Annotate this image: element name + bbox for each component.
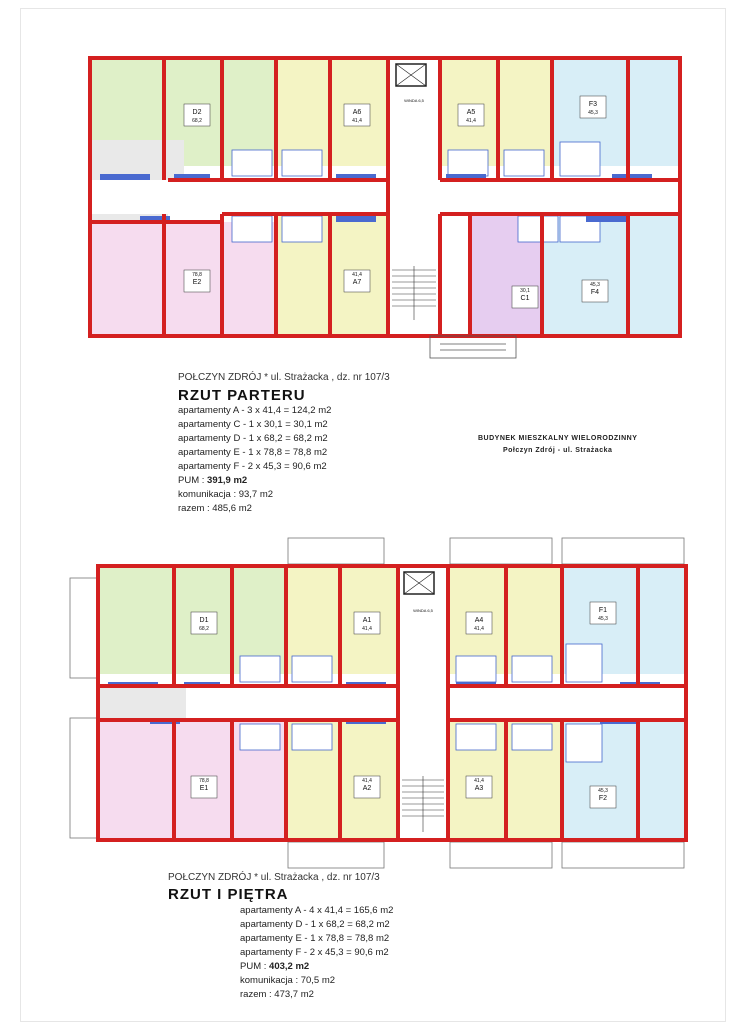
- summary-line: apartamenty C - 1 x 30,1 = 30,1 m2: [178, 419, 328, 430]
- area-A3: 41,4: [474, 778, 484, 784]
- first-floor-plan: [0, 536, 736, 876]
- label-A2: A2: [362, 785, 372, 792]
- komunikacja-line: komunikacja : 93,7 m2: [178, 489, 274, 500]
- label-A4: A4: [474, 617, 484, 624]
- building-description: [478, 433, 637, 457]
- pum-value: 391,9 m2: [207, 475, 248, 486]
- elevator-label: WINDA 6,5: [404, 98, 424, 103]
- area-E2: 78,8: [192, 272, 202, 278]
- razem-line: razem : 485,6 m2: [178, 503, 252, 514]
- pum-line: [178, 474, 331, 488]
- razem-line: razem : 473,7 m2: [240, 989, 314, 1000]
- summary-line: apartamenty A - 4 x 41,4 = 165,6 m2: [240, 905, 394, 916]
- komunikacja-line: komunikacja : 70,5 m2: [240, 975, 336, 986]
- label-A1: A1: [362, 617, 372, 624]
- label-A7: A7: [352, 279, 362, 286]
- label-A5: A5: [466, 109, 476, 116]
- summary-line: apartamenty A - 3 x 41,4 = 124,2 m2: [178, 405, 332, 416]
- building-type: BUDYNEK MIESZKALNY WIELORODZINNY: [478, 435, 638, 442]
- area-F3: 45,3: [588, 110, 598, 116]
- label-F3: F3: [588, 101, 598, 108]
- summary-line: apartamenty D - 1 x 68,2 = 68,2 m2: [240, 919, 390, 930]
- label-A6: A6: [352, 109, 362, 116]
- label-F1: F1: [598, 607, 608, 614]
- label-E2: E2: [192, 279, 202, 286]
- area-A1: 41,4: [362, 626, 372, 632]
- first-floor-title: RZUT I PIĘTRA: [168, 886, 289, 903]
- label-A3: A3: [474, 785, 484, 792]
- summary-line: apartamenty E - 1 x 78,8 = 78,8 m2: [240, 933, 390, 944]
- area-D2: 68,2: [192, 118, 202, 124]
- first-floor-summary: [240, 904, 393, 1002]
- elevator-label: WINDA 6,5: [413, 608, 433, 613]
- label-E1: E1: [199, 785, 209, 792]
- area-F2: 45,3: [598, 788, 608, 794]
- pum-line: [240, 960, 393, 974]
- area-A5: 41,4: [466, 118, 476, 124]
- pum-value: 403,2 m2: [269, 961, 310, 972]
- summary-line: apartamenty D - 1 x 68,2 = 68,2 m2: [178, 433, 328, 444]
- area-A4: 41,4: [474, 626, 484, 632]
- summary-line: apartamenty E - 1 x 78,8 = 78,8 m2: [178, 447, 328, 458]
- area-A2: 41,4: [362, 778, 372, 784]
- first-floor-caption: POŁCZYN ZDRÓJ * ul. Strażacka , dz. nr 107/3: [168, 872, 380, 883]
- area-F4: 45,3: [590, 282, 600, 288]
- area-A6: 41,4: [352, 118, 362, 124]
- label-D1: D1: [199, 617, 209, 624]
- building-address: Połczyn Zdrój - ul. Strażacka: [502, 447, 613, 454]
- ground-floor-plan: [0, 50, 736, 370]
- area-C1: 30,1: [520, 288, 530, 294]
- label-F4: F4: [590, 289, 600, 296]
- area-D1: 68,2: [199, 626, 209, 632]
- label-D2: D2: [192, 109, 202, 116]
- ground-floor-title: RZUT PARTERU: [178, 387, 306, 404]
- pum-label: PUM :: [178, 475, 205, 486]
- pum-label: PUM :: [240, 961, 267, 972]
- label-F2: F2: [598, 795, 608, 802]
- label-C1: C1: [520, 295, 530, 302]
- ground-floor-summary: [178, 404, 331, 516]
- area-E1: 78,8: [199, 778, 209, 784]
- area-A7: 41,4: [352, 272, 362, 278]
- summary-line: apartamenty F - 2 x 45,3 = 90,6 m2: [178, 461, 327, 472]
- ground-floor-caption: POŁCZYN ZDRÓJ * ul. Strażacka , dz. nr 107/3: [178, 372, 390, 383]
- summary-line: apartamenty F - 2 x 45,3 = 90,6 m2: [240, 947, 389, 958]
- area-F1: 45,3: [598, 616, 608, 622]
